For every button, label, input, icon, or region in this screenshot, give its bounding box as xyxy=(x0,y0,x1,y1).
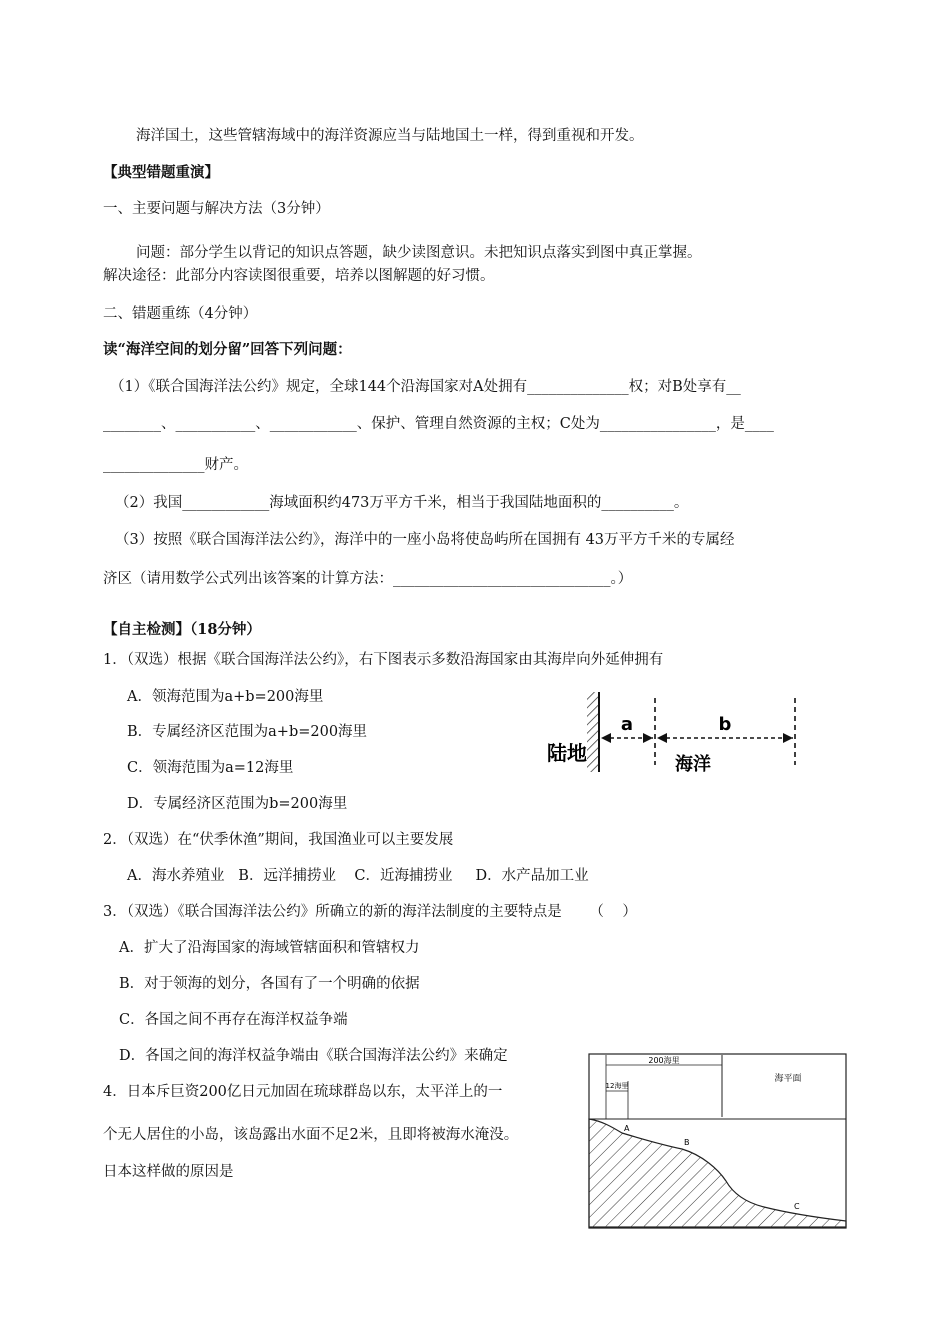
seabed-profile-diagram xyxy=(588,1053,848,1229)
option-c: C．领海范围为a=12海里 xyxy=(127,760,294,776)
option-d: D．各国之间的海洋权益争端由《联合国海洋法公约》来确定 xyxy=(119,1048,508,1064)
section-heading: 【典型错题重演】 xyxy=(103,164,219,181)
subsection-heading: 一、主要问题与解决方法（3分钟） xyxy=(103,201,330,217)
subsection-heading: 二、错题重练（4分钟） xyxy=(103,306,258,322)
options-row: A．海水养殖业 B．远洋捕捞业 C．近海捕捞业 D．水产品加工业 xyxy=(127,868,589,884)
question-4-line: 日本这样做的原因是 xyxy=(103,1164,234,1180)
question-2: 2．（双选）在“伏季休渔”期间，我国渔业可以主要发展 xyxy=(103,832,454,848)
option-c: C．各国之间不再存在海洋权益争端 xyxy=(119,1012,348,1028)
question-line: （2）我国____________海域面积约473万平方千米，相当于我国陆地面积的__________。 xyxy=(115,495,689,511)
label-ocean: 海洋 xyxy=(675,754,711,775)
text-line: 问题：部分学生以背记的知识点答题，缺少读图意识。未把知识点落实到图中真正掌握。 xyxy=(136,245,702,261)
land-hatch xyxy=(587,692,599,772)
question-3: 3．（双选）《联合国海洋法公约》所确立的新的海洋法制度的主要特点是 （ ） xyxy=(103,904,637,920)
question-1: 1．（双选）根据《联合国海洋法公约》，右下图表示多数沿海国家由其海岸向外延伸拥有 xyxy=(103,652,664,668)
option-b: B．专属经济区范围为a+b=200海里 xyxy=(127,724,368,740)
question-4-line: 个无人居住的小岛，该岛露出水面不足2米，且即将被海水淹没。 xyxy=(103,1127,519,1143)
label-12-nm: 12海里 xyxy=(605,1082,629,1090)
question-line: ______________财产。 xyxy=(103,457,248,473)
option-a: A．领海范围为a+b=200海里 xyxy=(127,689,324,705)
label-200-nm: 200海里 xyxy=(648,1056,680,1065)
question-line: （1）《联合国海洋法公约》规定，全球144个沿海国家对A处拥有______________权；对B处享有__ xyxy=(110,379,741,395)
text-line: 解决途径：此部分内容读图很重要，培养以图解题的好习惯。 xyxy=(103,268,495,284)
option-a: A．扩大了沿海国家的海域管辖面积和管辖权力 xyxy=(119,940,420,956)
label-b: b xyxy=(718,714,732,735)
sea-zone-diagram xyxy=(545,690,815,780)
label-zone-c: C xyxy=(794,1202,800,1211)
label-sea-level: 海平面 xyxy=(774,1074,802,1084)
section-heading: 【自主检测】（18分钟） xyxy=(103,621,261,638)
question-line: 济区（请用数学公式列出该答案的计算方法：______________________________。） xyxy=(103,571,633,587)
question-4: 4．日本斥巨资200亿日元加固在琉球群岛以东，太平洋上的一 xyxy=(103,1084,503,1100)
option-d: D．专属经济区范围为b=200海里 xyxy=(127,796,348,812)
label-zone-b: B xyxy=(684,1138,690,1147)
text-line: 海洋国土，这些管辖海域中的海洋资源应当与陆地国土一样，得到重视和开发。 xyxy=(136,128,644,144)
label-zone-a: A xyxy=(624,1124,630,1133)
option-b: B．对于领海的划分，各国有了一个明确的依据 xyxy=(119,976,420,992)
label-land: 陆地 xyxy=(547,741,587,765)
label-a: a xyxy=(620,714,634,735)
question-line: ________、___________、____________、保护、管理自然资源的主权；C处为________________，是____ xyxy=(103,416,774,432)
question-line: （3）按照《联合国海洋法公约》，海洋中的一座小岛将使岛屿所在国拥有 43万平方千米的专属经 xyxy=(115,532,735,548)
question-heading: 读“海洋空间的划分留”回答下列问题： xyxy=(103,341,352,358)
